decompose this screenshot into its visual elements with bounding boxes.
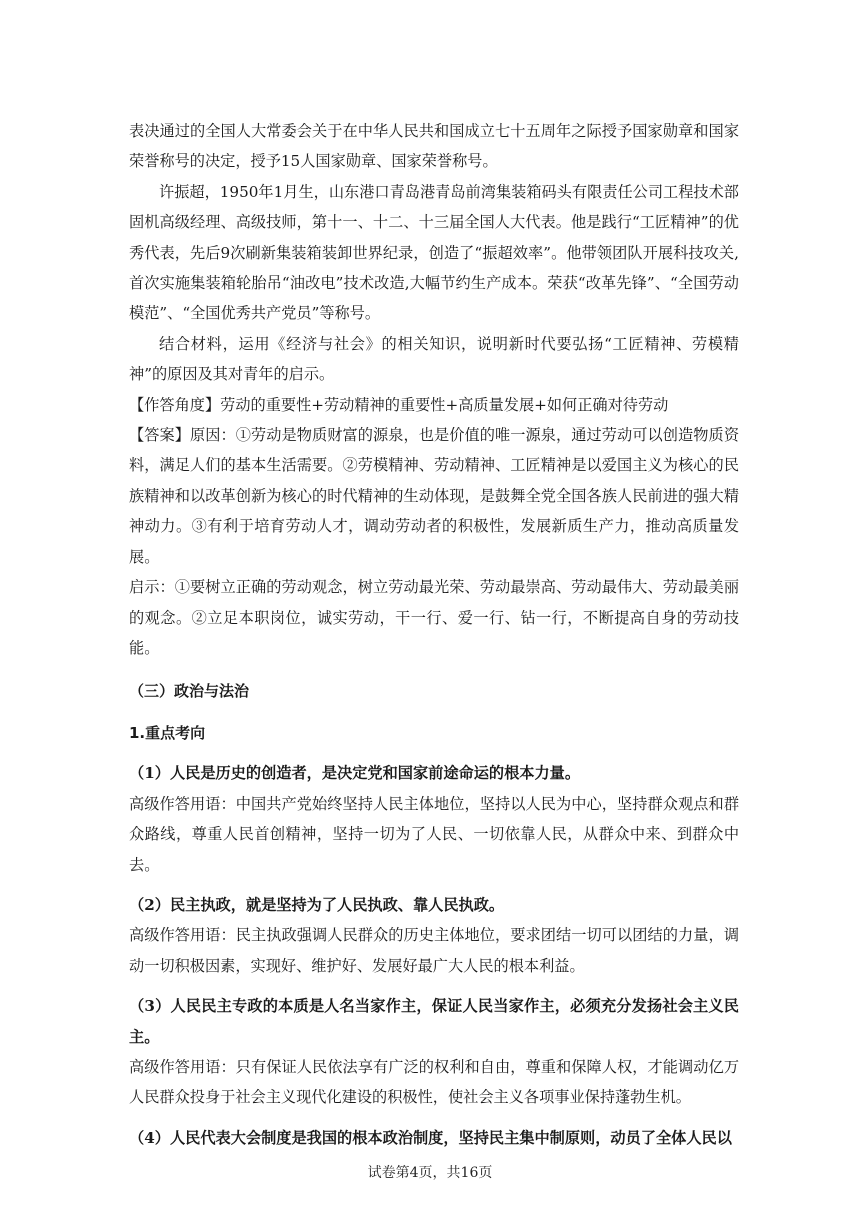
insight-paragraph: 启示：①要树立正确的劳动观念，树立劳动最光荣、劳动最崇高、劳动最伟大、劳动最美丽的观念。②立足本职岗位，诚实劳动，干一行、爱一行、钻一行，不断提高自身的劳动技能。	[129, 578, 739, 657]
answer-paragraph: 【答案】原因：①劳动是物质财富的源泉，也是价值的唯一源泉，通过劳动可以创造物质资料，满足人们的基本生活需要。②劳模精神、劳动精神、工匠精神是以爱国主义为核心的民族精神和以改革创新为核心的时代精神的生动体现，是鼓舞全党全国各族人民前进的强大精神动力。③有利于培育劳动人才，调动劳动者的积极性，发展新质生产力，推动高质量发展。	[129, 426, 739, 566]
item-text-2: 高级作答用语：民主执政强调人民群众的历史主体地位，要求团结一切可以团结的力量，调动一切积极因素，实现好、维护好、发展好最广大人民的根本利益。	[129, 926, 739, 975]
intro-paragraph: 表决通过的全国人大常委会关于在中华人民共和国成立七十五周年之际授予国家勋章和国家荣誉称号的决定，授予15人国家勋章、国家荣誉称号。	[129, 122, 739, 171]
answer-angle: 【作答角度】劳动的重要性+劳动精神的重要性+高质量发展+如何正确对待劳动	[129, 395, 669, 414]
section-title: （三）政治与法治	[129, 682, 250, 701]
xu-zhenchao-paragraph: 许振超，1950年1月生，山东港口青岛港青岛前湾集装箱码头有限责任公司工程技术部固机高级经理、高级技师，第十一、十二、十三届全国人大代表。他是践行“工匠精神”的优秀代表，先后9次刷新集装箱装卸世界纪录，创造了“振超效率”。他带领团队开展科技攻关,首次实施集装箱轮胎吊“油改电”技术改造,大幅节约生产成本。荣获“改革先锋”、“全国劳动模范”、“全国优秀共产党员”等称号。	[129, 182, 739, 323]
item-heading-2: （2）民主执政，就是坚持为了人民执政、靠人民执政。	[129, 895, 505, 914]
item-heading-4: （4）人民代表大会制度是我国的根本政治制度，坚持民主集中制原则，动员了全体人民以	[129, 1128, 732, 1147]
subsection-title: 1.重点考向	[129, 724, 206, 743]
page-content	[129, 116, 739, 1153]
item-text-3: 高级作答用语：只有保证人民依法享有广泛的权利和自由，尊重和保障人权，才能调动亿万人民群众投身于社会主义现代化建设的积极性，使社会主义各项事业保持蓬勃生机。	[129, 1057, 739, 1107]
item-heading-3: （3）人民民主专政的本质是人名当家作主，保证人民当家作主，必须充分发扬社会主义民主。	[129, 997, 739, 1046]
item-heading-1: （1）人民是历史的创造者，是决定党和国家前途命运的根本力量。	[129, 764, 581, 783]
item-text-1: 高级作答用语：中国共产党始终坚持人民主体地位，坚持以人民为中心，坚持群众观点和群众路线，尊重人民首创精神，坚持一切为了人民、一切依靠人民，从群众中来、到群众中去。	[129, 794, 739, 874]
page-footer: 试卷第4页，共16页	[367, 1165, 493, 1181]
question-paragraph: 结合材料，运用《经济与社会》的相关知识，说明新时代要弘扬“工匠精神、劳模精神”的原因及其对青年的启示。	[129, 334, 739, 384]
